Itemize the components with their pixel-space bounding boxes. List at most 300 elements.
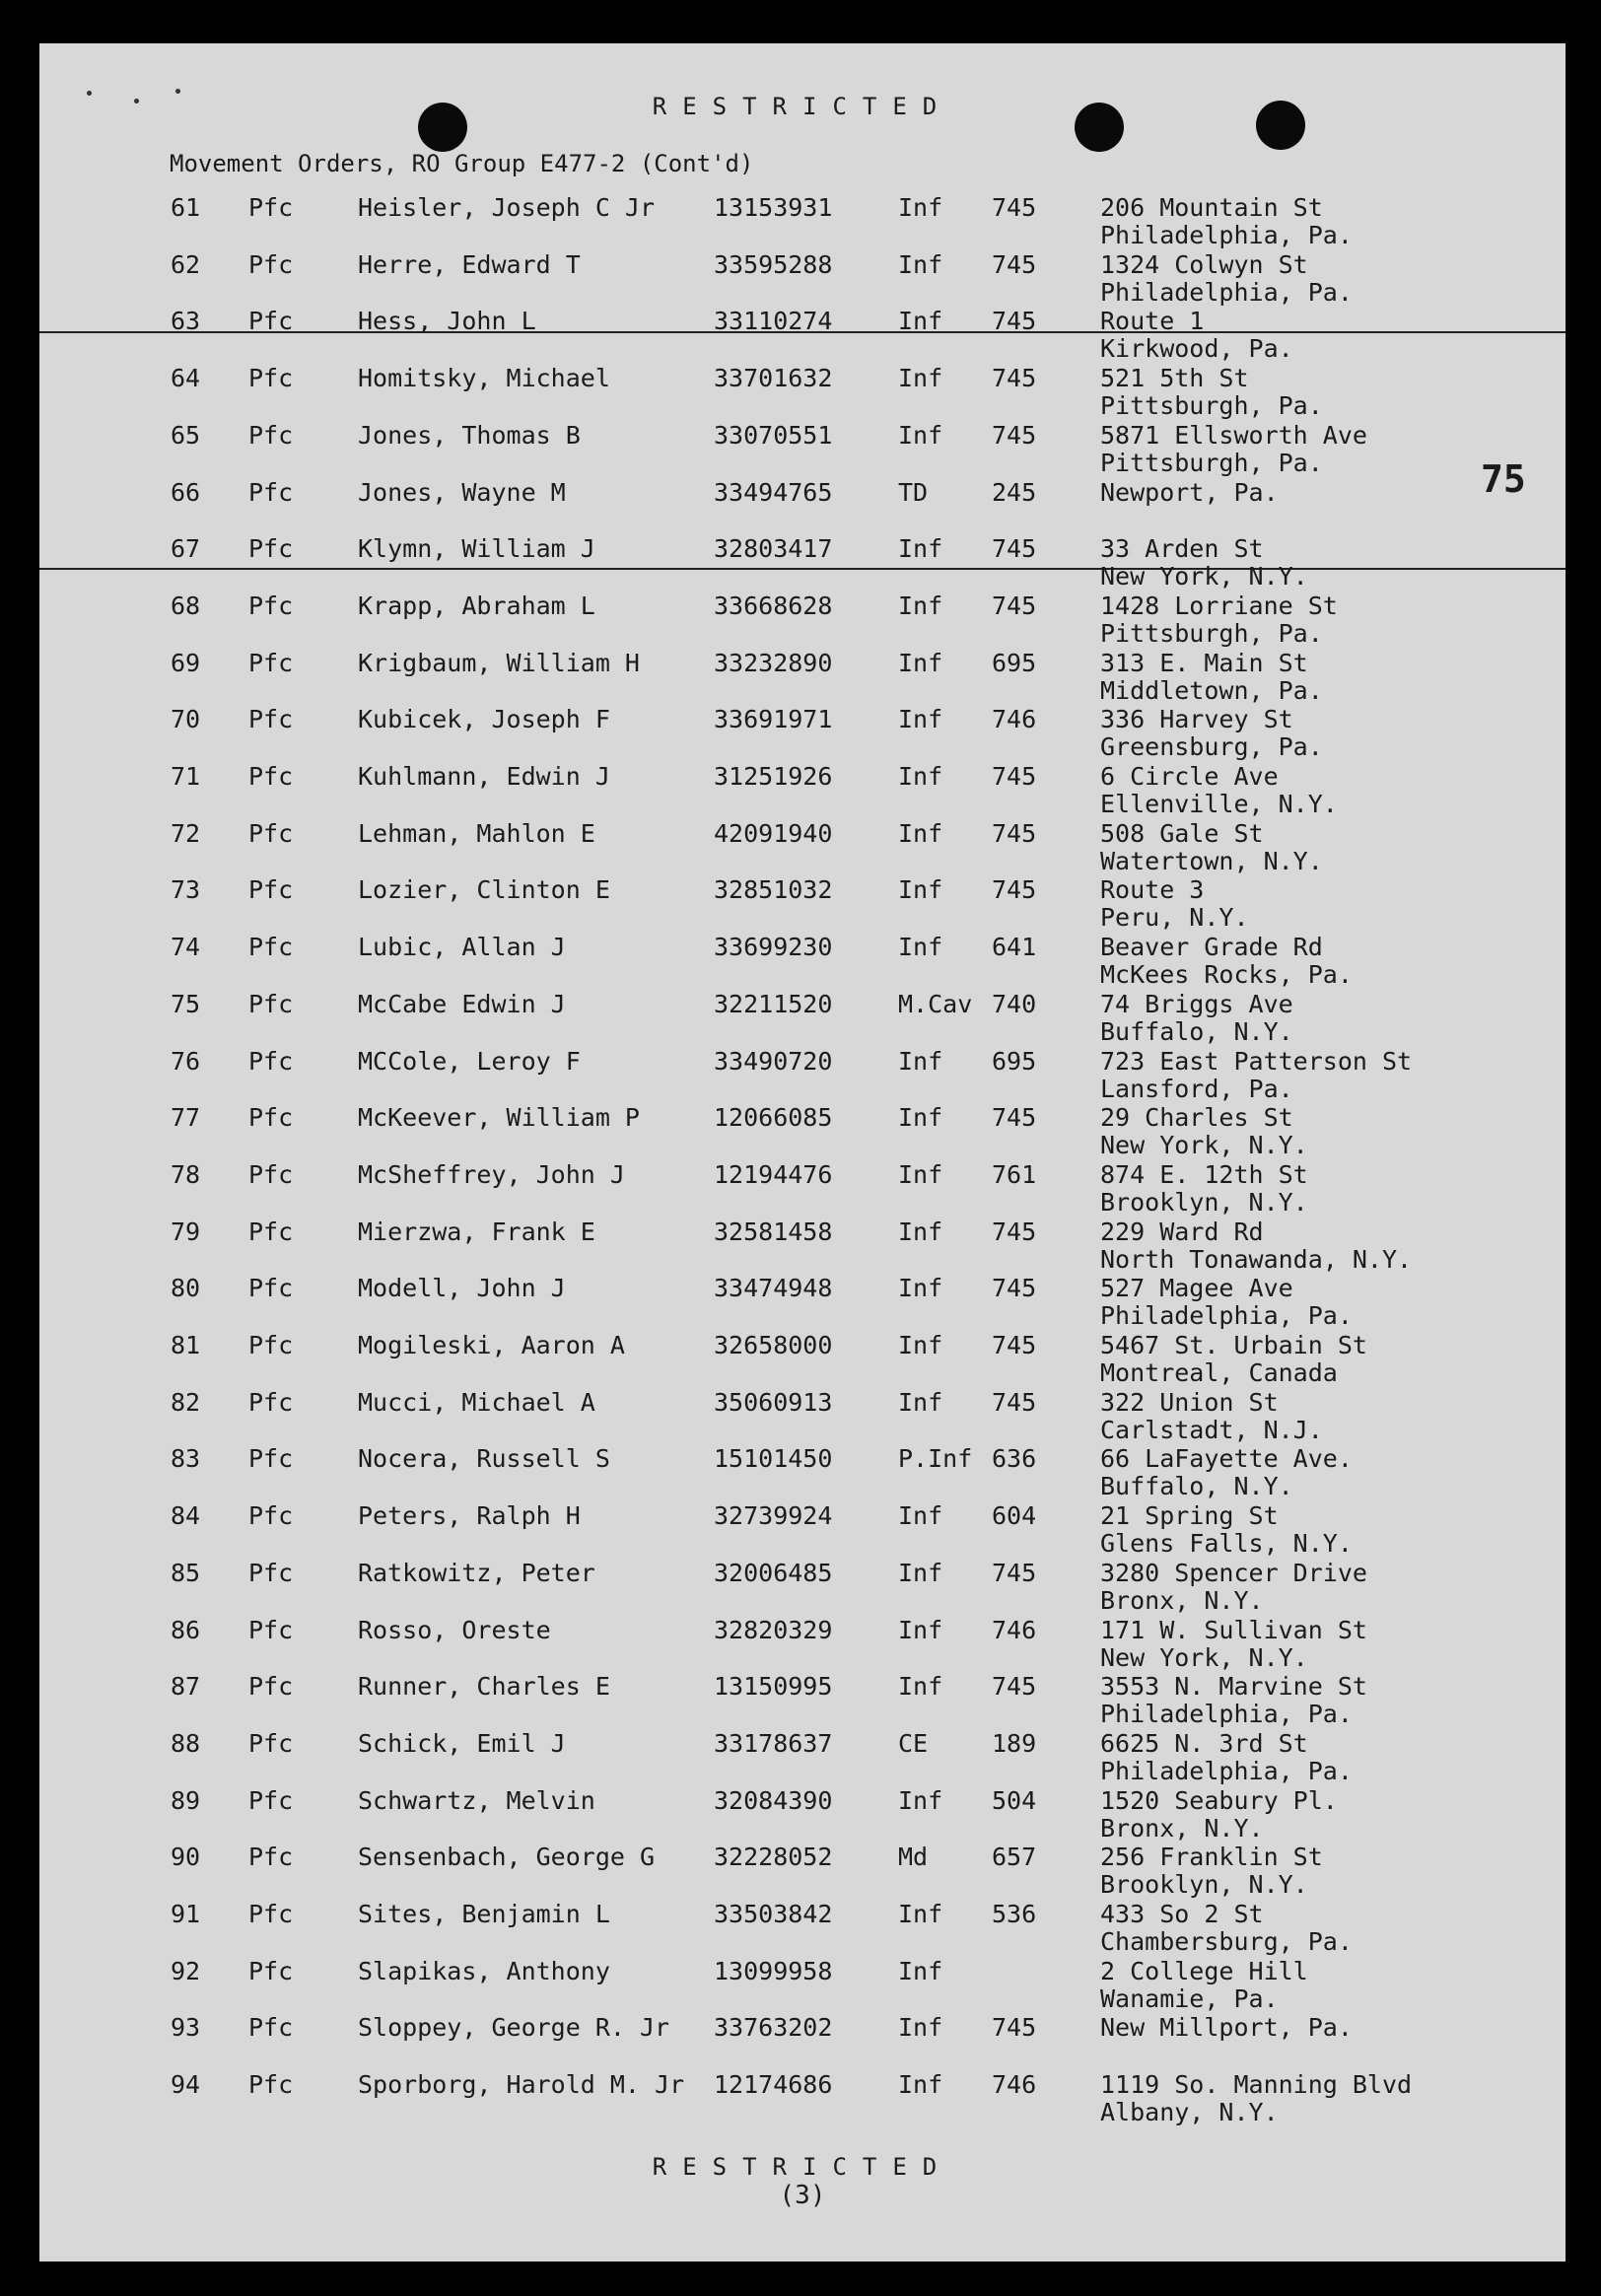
row-addr2: Peru, N.Y. <box>1100 903 1249 933</box>
row-rank: Pfc <box>248 477 294 507</box>
list-row <box>39 1047 1566 1104</box>
row-ssn: 745 <box>992 534 1037 564</box>
row-addr2: Lansford, Pa. <box>1100 1074 1293 1103</box>
row-num: 75 <box>171 989 201 1018</box>
row-addr2: Middletown, Pa. <box>1100 675 1323 705</box>
row-addr1: 171 W. Sullivan St <box>1100 1615 1367 1644</box>
row-name: Klymn, William J <box>358 534 595 564</box>
row-serial: 33474948 <box>714 1274 833 1303</box>
list-row <box>39 1501 1566 1559</box>
row-ssn: 745 <box>992 193 1037 222</box>
row-arm: Inf <box>898 1672 943 1702</box>
list-row <box>39 307 1566 364</box>
row-addr1: 1119 So. Manning Blvd <box>1100 2070 1413 2100</box>
row-name: Nocera, Russell S <box>358 1444 610 1474</box>
row-ssn: 745 <box>992 2013 1037 2043</box>
row-addr1: 313 E. Main St <box>1100 648 1308 677</box>
row-addr1: 1520 Seabury Pl. <box>1100 1785 1338 1815</box>
row-name: Rosso, Oreste <box>358 1615 551 1644</box>
row-ssn: 745 <box>992 1387 1037 1417</box>
document-page <box>39 43 1566 2261</box>
row-addr2: Buffalo, N.Y. <box>1100 1472 1293 1501</box>
row-num: 62 <box>171 249 201 279</box>
list-row <box>39 421 1566 478</box>
row-ssn: 745 <box>992 1331 1037 1359</box>
row-addr2: Montreal, Canada <box>1100 1358 1338 1387</box>
row-name: Kubicek, Joseph F <box>358 705 610 734</box>
row-name: Sloppey, George R. Jr <box>358 2013 670 2043</box>
row-ssn: 745 <box>992 1103 1037 1133</box>
row-addr2: McKees Rocks, Pa. <box>1100 960 1353 990</box>
row-addr1: 21 Spring St <box>1100 1501 1279 1531</box>
row-serial: 33668628 <box>714 591 833 620</box>
row-addr2: North Tonawanda, N.Y. <box>1100 1244 1413 1274</box>
row-rank: Pfc <box>248 705 294 734</box>
row-addr1: 206 Mountain St <box>1100 193 1323 222</box>
row-serial: 42091940 <box>714 818 833 848</box>
row-rank: Pfc <box>248 1728 294 1758</box>
row-arm: M.Cav <box>898 989 973 1018</box>
list-row <box>39 2013 1566 2070</box>
row-arm: Inf <box>898 1900 943 1928</box>
row-arm: Inf <box>898 1387 943 1417</box>
row-rank: Pfc <box>248 1217 294 1246</box>
row-name: Ratkowitz, Peter <box>358 1558 595 1587</box>
row-ssn: 745 <box>992 307 1037 336</box>
row-name: Runner, Charles E <box>358 1672 610 1702</box>
list-row <box>39 1786 1566 1844</box>
row-name: Modell, John J <box>358 1274 566 1303</box>
row-num: 78 <box>171 1159 201 1189</box>
row-name: Mucci, Michael A <box>358 1387 595 1417</box>
row-addr2: Bronx, N.Y. <box>1100 1585 1264 1615</box>
row-serial: 33232890 <box>714 648 833 677</box>
row-arm: TD <box>898 477 929 507</box>
row-addr1: 6 Circle Ave <box>1100 762 1279 791</box>
list-row <box>39 1103 1566 1160</box>
row-rank: Pfc <box>248 1843 294 1872</box>
row-arm: Inf <box>898 1217 943 1246</box>
row-addr1: 5467 St. Urbain St <box>1100 1331 1367 1359</box>
row-serial: 32211520 <box>714 989 833 1018</box>
row-serial: 32084390 <box>714 1785 833 1815</box>
list-row <box>39 990 1566 1047</box>
row-arm: Inf <box>898 1274 943 1303</box>
row-serial: 32851032 <box>714 875 833 905</box>
row-addr2: Philadelphia, Pa. <box>1100 1756 1353 1785</box>
list-row <box>39 1672 1566 1729</box>
row-name: Peters, Ralph H <box>358 1501 581 1531</box>
row-addr1: 29 Charles St <box>1100 1103 1293 1133</box>
row-ssn: 657 <box>992 1843 1037 1872</box>
row-name: Lozier, Clinton E <box>358 875 610 905</box>
row-ssn: 745 <box>992 249 1037 279</box>
row-rank: Pfc <box>248 1501 294 1531</box>
row-addr2: New York, N.Y. <box>1100 1131 1308 1160</box>
list-row <box>39 649 1566 706</box>
list-row <box>39 1218 1566 1275</box>
row-serial: 12194476 <box>714 1159 833 1189</box>
row-serial: 32739924 <box>714 1501 833 1531</box>
row-serial: 33595288 <box>714 249 833 279</box>
row-num: 63 <box>171 307 201 336</box>
row-arm: Inf <box>898 1159 943 1189</box>
row-serial: 13153931 <box>714 193 833 222</box>
row-addr2: New York, N.Y. <box>1100 1642 1308 1672</box>
row-num: 87 <box>171 1672 201 1702</box>
row-name: Jones, Thomas B <box>358 420 581 450</box>
row-addr1: 527 Magee Ave <box>1100 1274 1293 1303</box>
row-num: 91 <box>171 1900 201 1928</box>
row-arm: Inf <box>898 1501 943 1531</box>
row-rank: Pfc <box>248 933 294 962</box>
row-ssn: 761 <box>992 1159 1037 1189</box>
row-name: Krapp, Abraham L <box>358 591 595 620</box>
row-serial: 33699230 <box>714 933 833 962</box>
row-num: 79 <box>171 1217 201 1246</box>
row-num: 69 <box>171 648 201 677</box>
row-arm: Inf <box>898 762 943 791</box>
row-ssn: 746 <box>992 1615 1037 1644</box>
row-rank: Pfc <box>248 1274 294 1303</box>
row-rank: Pfc <box>248 1103 294 1133</box>
row-ssn: 745 <box>992 875 1037 905</box>
row-serial: 33701632 <box>714 364 833 393</box>
row-arm: Inf <box>898 1615 943 1644</box>
row-num: 88 <box>171 1728 201 1758</box>
list-row <box>39 193 1566 250</box>
row-num: 65 <box>171 420 201 450</box>
row-addr1: 1324 Colwyn St <box>1100 249 1308 279</box>
row-ssn: 636 <box>992 1444 1037 1474</box>
row-ssn: 740 <box>992 989 1037 1018</box>
row-num: 67 <box>171 534 201 564</box>
page-number: (3) <box>779 2181 826 2210</box>
row-serial: 13099958 <box>714 1956 833 1985</box>
row-num: 80 <box>171 1274 201 1303</box>
row-num: 81 <box>171 1331 201 1359</box>
row-arm: Inf <box>898 1103 943 1133</box>
row-ssn: 745 <box>992 364 1037 393</box>
row-rank: Pfc <box>248 2013 294 2043</box>
row-num: 89 <box>171 1785 201 1815</box>
row-serial: 32820329 <box>714 1615 833 1644</box>
row-rank: Pfc <box>248 420 294 450</box>
row-num: 66 <box>171 477 201 507</box>
row-arm: Inf <box>898 648 943 677</box>
row-addr1: 874 E. 12th St <box>1100 1159 1308 1189</box>
row-addr1: 3280 Spencer Drive <box>1100 1558 1367 1587</box>
row-rank: Pfc <box>248 1672 294 1702</box>
list-row <box>39 875 1566 933</box>
row-num: 74 <box>171 933 201 962</box>
row-addr1: Newport, Pa. <box>1100 477 1279 507</box>
row-serial: 32228052 <box>714 1843 833 1872</box>
row-addr1: 723 East Patterson St <box>1100 1046 1413 1076</box>
row-num: 70 <box>171 705 201 734</box>
row-addr1: Beaver Grade Rd <box>1100 933 1323 962</box>
row-arm: Inf <box>898 591 943 620</box>
row-arm: Inf <box>898 1046 943 1076</box>
row-rank: Pfc <box>248 648 294 677</box>
row-name: Krigbaum, William H <box>358 648 640 677</box>
row-rank: Pfc <box>248 534 294 564</box>
row-addr2: Ellenville, N.Y. <box>1100 790 1338 818</box>
list-row <box>39 819 1566 876</box>
row-num: 72 <box>171 818 201 848</box>
row-arm: Inf <box>898 2013 943 2043</box>
row-arm: Inf <box>898 534 943 564</box>
row-addr1: 508 Gale St <box>1100 818 1264 848</box>
row-addr2: Kirkwood, Pa. <box>1100 334 1293 364</box>
row-addr2: Brooklyn, N.Y. <box>1100 1870 1308 1900</box>
row-addr2: Watertown, N.Y. <box>1100 846 1323 875</box>
list-row <box>39 1559 1566 1616</box>
row-serial: 33490720 <box>714 1046 833 1076</box>
row-arm: Md <box>898 1843 929 1872</box>
row-name: Homitsky, Michael <box>358 364 610 393</box>
list-row <box>39 591 1566 649</box>
list-row <box>39 1331 1566 1388</box>
row-name: McSheffrey, John J <box>358 1159 625 1189</box>
row-num: 85 <box>171 1558 201 1587</box>
row-num: 90 <box>171 1843 201 1872</box>
row-name: Sensenbach, George G <box>358 1843 656 1872</box>
row-num: 92 <box>171 1956 201 1985</box>
row-addr2: Buffalo, N.Y. <box>1100 1016 1293 1046</box>
row-name: Schwartz, Melvin <box>358 1785 595 1815</box>
row-rank: Pfc <box>248 1956 294 1985</box>
row-arm: Inf <box>898 307 943 336</box>
row-name: Hess, John L <box>358 307 536 336</box>
row-serial: 13150995 <box>714 1672 833 1702</box>
row-rank: Pfc <box>248 249 294 279</box>
row-addr1: 2 College Hill <box>1100 1956 1308 1985</box>
row-serial: 33494765 <box>714 477 833 507</box>
row-arm: Inf <box>898 1785 943 1815</box>
row-serial: 35060913 <box>714 1387 833 1417</box>
row-ssn: 745 <box>992 818 1037 848</box>
row-addr1: 1428 Lorriane St <box>1100 591 1338 620</box>
row-name: Lehman, Mahlon E <box>358 818 595 848</box>
row-name: Jones, Wayne M <box>358 477 566 507</box>
row-rank: Pfc <box>248 1387 294 1417</box>
row-name: MCCole, Leroy F <box>358 1046 581 1076</box>
row-rank: Pfc <box>248 1558 294 1587</box>
row-ssn: 604 <box>992 1501 1037 1531</box>
row-serial: 15101450 <box>714 1444 833 1474</box>
row-addr2: Pittsburgh, Pa. <box>1100 448 1323 477</box>
row-num: 94 <box>171 2070 201 2100</box>
row-addr2: Albany, N.Y. <box>1100 2098 1279 2127</box>
row-ssn: 745 <box>992 420 1037 450</box>
row-rank: Pfc <box>248 1785 294 1815</box>
restricted-marking-bottom: RESTRICTED <box>652 2153 953 2181</box>
row-name: Slapikas, Anthony <box>358 1956 610 1985</box>
row-ssn: 245 <box>992 477 1037 507</box>
row-num: 93 <box>171 2013 201 2043</box>
row-num: 77 <box>171 1103 201 1133</box>
list-row <box>39 250 1566 308</box>
margin-page-number: 75 <box>1481 457 1526 501</box>
list-row <box>39 762 1566 819</box>
list-row <box>39 2070 1566 2127</box>
row-name: Sites, Benjamin L <box>358 1900 610 1928</box>
row-num: 84 <box>171 1501 201 1531</box>
restricted-marking-top: RESTRICTED <box>652 93 953 120</box>
row-arm: Inf <box>898 249 943 279</box>
row-rank: Pfc <box>248 762 294 791</box>
row-serial: 33763202 <box>714 2013 833 2043</box>
row-name: Sporborg, Harold M. Jr <box>358 2070 685 2100</box>
row-name: McKeever, William P <box>358 1103 640 1133</box>
row-arm: Inf <box>898 705 943 734</box>
row-arm: P.Inf <box>898 1444 973 1474</box>
list-row <box>39 1616 1566 1673</box>
row-ssn: 745 <box>992 591 1037 620</box>
row-addr1: 256 Franklin St <box>1100 1843 1323 1872</box>
row-ssn: 536 <box>992 1900 1037 1928</box>
list-row <box>39 1843 1566 1900</box>
row-addr1: Route 3 <box>1100 875 1205 905</box>
row-ssn: 695 <box>992 1046 1037 1076</box>
row-rank: Pfc <box>248 1615 294 1644</box>
row-addr1: 6625 N. 3rd St <box>1100 1728 1308 1758</box>
row-arm: Inf <box>898 193 943 222</box>
row-num: 86 <box>171 1615 201 1644</box>
row-ssn: 745 <box>992 1274 1037 1303</box>
row-num: 76 <box>171 1046 201 1076</box>
row-arm: Inf <box>898 933 943 962</box>
row-addr1: 3553 N. Marvine St <box>1100 1672 1367 1702</box>
row-num: 73 <box>171 875 201 905</box>
row-addr1: 336 Harvey St <box>1100 705 1293 734</box>
row-serial: 31251926 <box>714 762 833 791</box>
list-row <box>39 364 1566 421</box>
row-addr1: 5871 Ellsworth Ave <box>1100 420 1367 450</box>
list-row <box>39 1274 1566 1331</box>
row-serial: 33178637 <box>714 1728 833 1758</box>
row-rank: Pfc <box>248 818 294 848</box>
row-name: Herre, Edward T <box>358 249 581 279</box>
row-addr2: New York, N.Y. <box>1100 562 1308 591</box>
row-addr2: Pittsburgh, Pa. <box>1100 618 1323 648</box>
row-ssn: 745 <box>992 1672 1037 1702</box>
row-arm: Inf <box>898 364 943 393</box>
row-ssn: 745 <box>992 1217 1037 1246</box>
list-row <box>39 534 1566 591</box>
row-serial: 32006485 <box>714 1558 833 1587</box>
row-name: Kuhlmann, Edwin J <box>358 762 610 791</box>
row-serial: 33110274 <box>714 307 833 336</box>
row-serial: 33691971 <box>714 705 833 734</box>
row-rank: Pfc <box>248 1444 294 1474</box>
row-name: McCabe Edwin J <box>358 989 566 1018</box>
row-serial: 12066085 <box>714 1103 833 1133</box>
row-ssn: 641 <box>992 933 1037 962</box>
row-ssn: 695 <box>992 648 1037 677</box>
row-addr2: Bronx, N.Y. <box>1100 1813 1264 1843</box>
row-addr2: Philadelphia, Pa. <box>1100 1301 1353 1331</box>
row-num: 71 <box>171 762 201 791</box>
row-addr1: 74 Briggs Ave <box>1100 989 1293 1018</box>
row-serial: 12174686 <box>714 2070 833 2100</box>
row-addr2: Wanamie, Pa. <box>1100 1983 1279 2013</box>
row-ssn: 746 <box>992 2070 1037 2100</box>
row-num: 82 <box>171 1387 201 1417</box>
row-serial: 33070551 <box>714 420 833 450</box>
list-row <box>39 1729 1566 1786</box>
row-num: 68 <box>171 591 201 620</box>
row-arm: CE <box>898 1728 929 1758</box>
row-addr1: 229 Ward Rd <box>1100 1217 1264 1246</box>
row-addr1: 322 Union St <box>1100 1387 1279 1417</box>
row-serial: 32658000 <box>714 1331 833 1359</box>
row-addr2: Greensburg, Pa. <box>1100 732 1323 762</box>
list-row <box>39 1900 1566 1957</box>
row-ssn: 504 <box>992 1785 1037 1815</box>
row-arm: Inf <box>898 1331 943 1359</box>
row-addr2: Pittsburgh, Pa. <box>1100 391 1323 421</box>
row-addr1: Route 1 <box>1100 307 1205 336</box>
row-arm: Inf <box>898 1956 943 1985</box>
row-rank: Pfc <box>248 989 294 1018</box>
row-name: Mierzwa, Frank E <box>358 1217 595 1246</box>
row-num: 83 <box>171 1444 201 1474</box>
row-addr2: Brooklyn, N.Y. <box>1100 1187 1308 1217</box>
row-num: 61 <box>171 193 201 222</box>
row-rank: Pfc <box>248 875 294 905</box>
list-row <box>39 1160 1566 1218</box>
row-ssn: 745 <box>992 1558 1037 1587</box>
row-rank: Pfc <box>248 307 294 336</box>
row-rank: Pfc <box>248 193 294 222</box>
list-row <box>39 705 1566 762</box>
row-serial: 32803417 <box>714 534 833 564</box>
row-addr1: 33 Arden St <box>1100 534 1264 564</box>
row-name: Heisler, Joseph C Jr <box>358 193 656 222</box>
list-row <box>39 478 1566 535</box>
list-row <box>39 1388 1566 1445</box>
row-arm: Inf <box>898 875 943 905</box>
row-arm: Inf <box>898 420 943 450</box>
row-name: Schick, Emil J <box>358 1728 566 1758</box>
row-addr1: 433 So 2 St <box>1100 1900 1264 1928</box>
row-addr2: Philadelphia, Pa. <box>1100 221 1353 249</box>
row-addr2: Chambersburg, Pa. <box>1100 1927 1353 1956</box>
row-addr1: 66 LaFayette Ave. <box>1100 1444 1353 1474</box>
row-addr1: 521 5th St <box>1100 364 1249 393</box>
list-row <box>39 1444 1566 1501</box>
row-num: 64 <box>171 364 201 393</box>
list-row <box>39 933 1566 990</box>
row-addr2: Glens Falls, N.Y. <box>1100 1529 1353 1559</box>
document-heading: Movement Orders, RO Group E477-2 (Cont'd) <box>170 150 754 177</box>
row-rank: Pfc <box>248 1159 294 1189</box>
list-row <box>39 1957 1566 2014</box>
row-arm: Inf <box>898 1558 943 1587</box>
row-addr2: Carlstadt, N.J. <box>1100 1415 1323 1444</box>
row-serial: 32581458 <box>714 1217 833 1246</box>
row-rank: Pfc <box>248 1331 294 1359</box>
row-addr2: Philadelphia, Pa. <box>1100 1700 1353 1729</box>
row-addr2: Philadelphia, Pa. <box>1100 277 1353 307</box>
row-ssn: 189 <box>992 1728 1037 1758</box>
row-rank: Pfc <box>248 1046 294 1076</box>
row-rank: Pfc <box>248 1900 294 1928</box>
row-arm: Inf <box>898 2070 943 2100</box>
row-ssn: 745 <box>992 762 1037 791</box>
